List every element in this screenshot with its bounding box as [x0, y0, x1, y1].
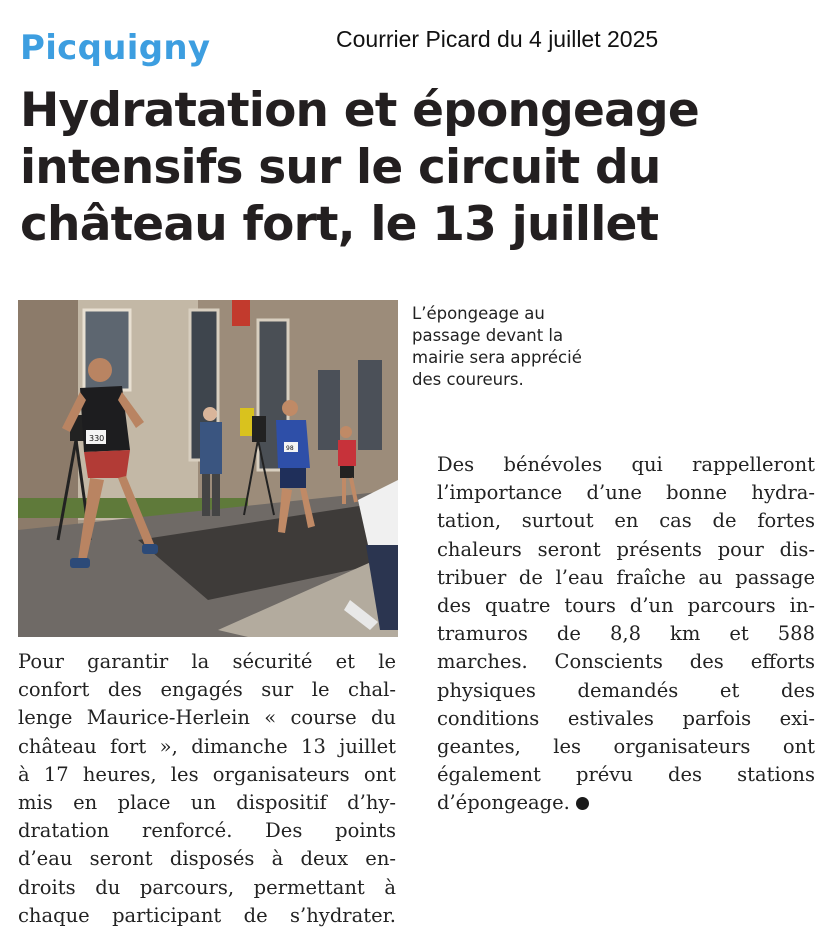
- body-line: chaque participant de s’hydrater.: [18, 903, 396, 927]
- bib-number: 330: [89, 434, 105, 443]
- window: [358, 360, 382, 450]
- caption-line: L’épongeage au: [412, 304, 545, 323]
- body-line: tation, surtout en cas de fortes: [437, 509, 815, 533]
- body-line: conditions estivales parfois exi-: [437, 706, 815, 730]
- source-line: Courrier Picard du 4 juillet 2025: [336, 26, 659, 52]
- body-line: marches. Conscients des efforts: [437, 650, 815, 674]
- headline-line: Hydratation et épongeage: [20, 83, 699, 138]
- body-line: physiques demandés et des: [437, 678, 815, 702]
- body-line: à 17 heures, les organisateurs ont: [18, 762, 396, 786]
- section-kicker: Picquigny: [20, 28, 211, 68]
- photo-caption: [412, 303, 632, 391]
- body-line: Pour garantir la sécurité et le: [18, 650, 396, 673]
- body-line: chaleurs seront présents pour dis-: [437, 537, 815, 561]
- body-line: lenge Maurice-Herlein « course du: [18, 706, 396, 730]
- body-line-final-text: d’épongeage.: [437, 791, 570, 815]
- caption-line: mairie sera apprécié: [412, 348, 582, 367]
- runners-photo-illustration: [18, 300, 398, 637]
- body-line: droits du parcours, permettant à: [18, 875, 396, 899]
- banner: [232, 300, 250, 326]
- body-line: dratation renforcé. Des points: [18, 819, 396, 843]
- body-line: tribuer de l’eau fraîche au passage: [437, 565, 815, 589]
- caption-line: passage devant la: [412, 326, 564, 345]
- body-line: Des bénévoles qui rappelleront: [437, 453, 815, 476]
- window: [318, 370, 340, 450]
- body-line: l’importance d’une bonne hydra-: [437, 481, 815, 505]
- headline-line: intensifs sur le circuit du: [20, 140, 661, 195]
- body-line: château fort », dimanche 13 juillet: [18, 734, 396, 758]
- body-line: des quatre tours d’un parcours in-: [437, 594, 815, 618]
- body-line-final: [437, 789, 815, 817]
- body-line: également prévu des stations: [437, 763, 815, 787]
- body-line: geantes, les organisateurs ont: [437, 735, 815, 759]
- body-column-right: [437, 451, 815, 818]
- caption-line: des coureurs.: [412, 370, 524, 389]
- headline-line: château fort, le 13 juillet: [20, 197, 659, 252]
- body-line: confort des engagés sur le chal-: [18, 678, 396, 702]
- end-of-article-dot-icon: [576, 797, 589, 810]
- body-line: mis en place un dispositif d’hy-: [18, 791, 396, 815]
- body-line: d’eau seront disposés à deux en-: [18, 847, 396, 871]
- headline: [20, 82, 820, 253]
- body-line: tramuros de 8,8 km et 588: [437, 622, 815, 646]
- article-photo: [18, 300, 398, 637]
- yellow-box: [240, 408, 254, 436]
- bib-number: 98: [286, 445, 294, 452]
- body-column-left: [18, 648, 396, 930]
